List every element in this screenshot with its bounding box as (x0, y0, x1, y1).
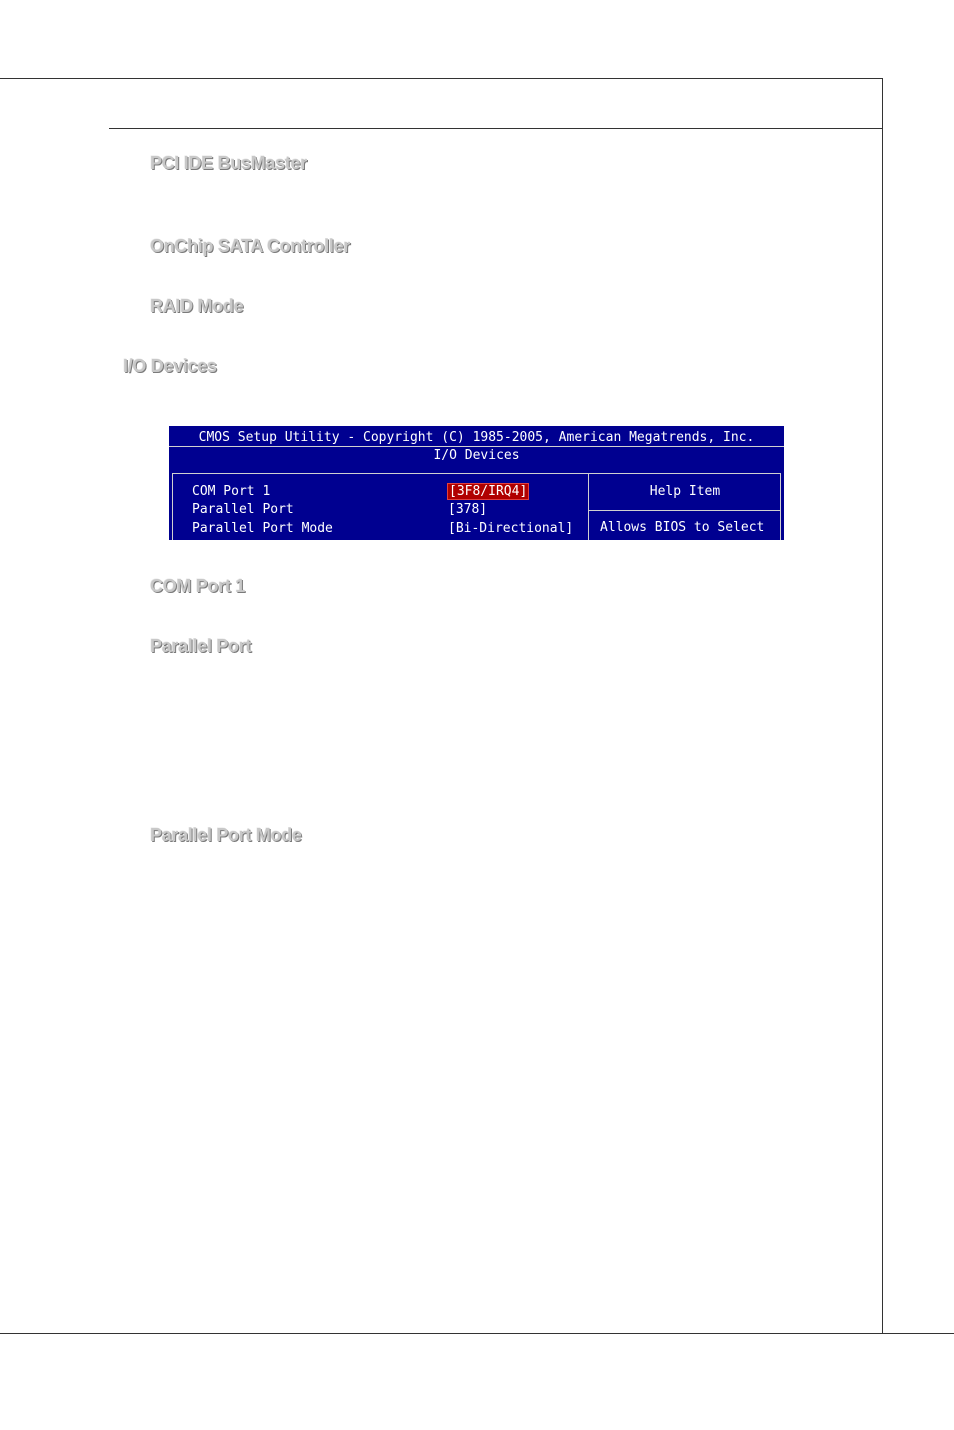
top-rule (0, 78, 883, 79)
bios-screenshot (169, 426, 784, 540)
bottom-rule (0, 1333, 954, 1334)
heading-raid-mode: RAID Mode (150, 296, 244, 316)
bios-subtitle: I/O Devices (433, 448, 520, 463)
right-rule (882, 78, 883, 1334)
heading-parallel-port: Parallel Port (150, 636, 252, 656)
bios-item-label-com-port-1[interactable]: COM Port 1 (192, 484, 271, 499)
heading-pci-ide-busmaster: PCI IDE BusMaster (150, 153, 307, 173)
heading-onchip-sata-controller: OnChip SATA Controller (150, 236, 351, 256)
bios-item-value-parallel-port[interactable]: [378] (448, 502, 488, 517)
bios-title: CMOS Setup Utility - Copyright (C) 1985-2005, American Megatrends, Inc. (198, 430, 755, 445)
bios-item-label-parallel-port-mode[interactable]: Parallel Port Mode (192, 521, 333, 536)
bios-help-divider (588, 510, 781, 511)
bios-divider (169, 446, 784, 447)
bios-help-text: Allows BIOS to Select (600, 520, 765, 535)
section-rule (109, 128, 883, 129)
bios-help-title: Help Item (649, 484, 721, 499)
bios-item-value-parallel-port-mode[interactable]: [Bi-Directional] (448, 521, 574, 536)
bios-item-value-com-port-1[interactable]: [3F8/IRQ4] (449, 484, 528, 499)
heading-com-port-1: COM Port 1 (150, 576, 246, 596)
heading-io-devices: I/O Devices (123, 356, 217, 376)
heading-parallel-port-mode: Parallel Port Mode (150, 825, 302, 845)
bios-item-label-parallel-port[interactable]: Parallel Port (192, 502, 294, 517)
